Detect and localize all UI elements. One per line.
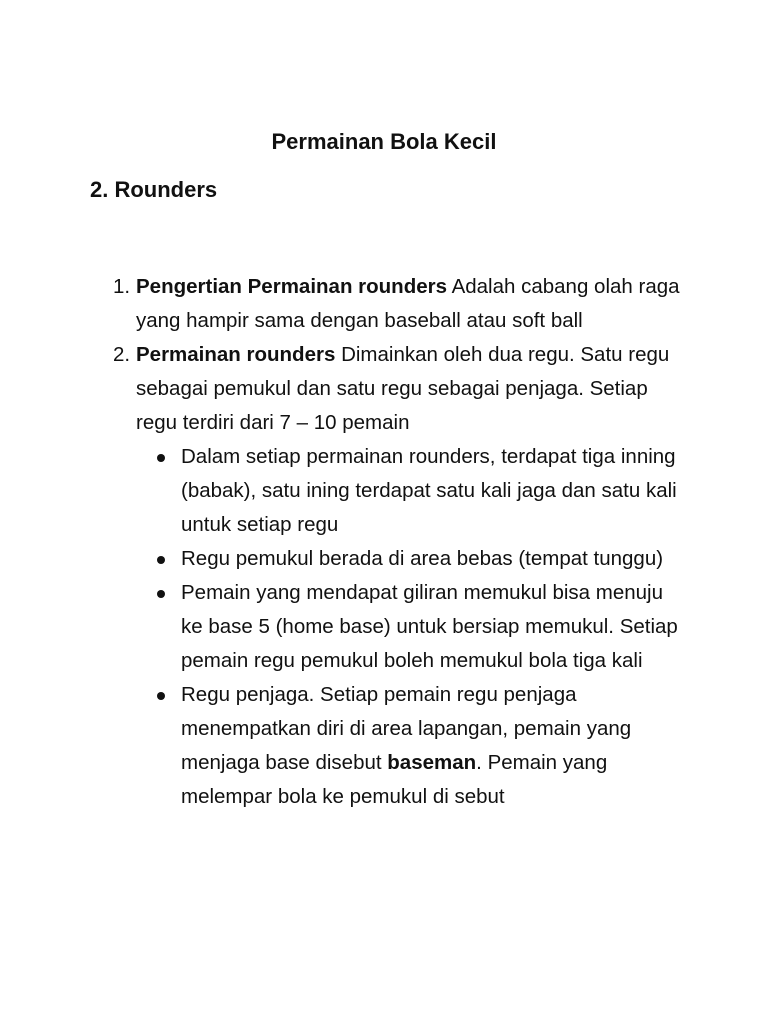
bullet-item [181, 576, 688, 678]
bullet-item [181, 542, 688, 576]
bullet-icon [157, 454, 165, 462]
item-text: Dimainkan oleh dua regu. Satu regu sebagai pemukul dan satu regu sebagai penjaga. Setiap regu terdiri dari 7 – 10 pemain [136, 343, 670, 434]
bullet-bold-term: baseman [387, 751, 477, 774]
bullet-icon [157, 590, 165, 598]
bullet-text: Regu penjaga. Setiap pemain regu penjaga menempatkan diri di area lapangan, pemain yang menjaga base disebut [181, 683, 632, 774]
section-heading: 2. Rounders [90, 177, 218, 202]
list-number: 1. [113, 275, 131, 298]
item-text: Adalah cabang olah raga yang hampir sama dengan baseball atau soft ball [136, 275, 680, 332]
numbered-item [0, 270, 768, 338]
bullet-text: Regu pemukul berada di area bebas (tempat tunggu) [181, 547, 664, 570]
numbered-list [0, 270, 768, 814]
bullet-item [181, 678, 688, 814]
document-title: Permainan Bola Kecil [271, 129, 497, 154]
list-number: 2. [113, 343, 131, 366]
bullet-text: Dalam setiap permainan rounders, terdapat tiga inning (babak), satu ining terdapat satu kali jaga dan satu kali untuk setiap regu [181, 445, 677, 536]
bullet-text: Pemain yang mendapat giliran memukul bisa menuju ke base 5 (home base) untuk bersiap memukul. Setiap pemain regu pemukul boleh memukul bola tiga kali [181, 581, 678, 672]
bullet-icon [157, 692, 165, 700]
item-bold-term: Pengertian Permainan rounders [136, 275, 448, 298]
bullet-icon [157, 556, 165, 564]
numbered-item [0, 338, 768, 814]
bullet-text: . Pemain yang melempar bola ke pemukul di sebut [181, 751, 608, 808]
bullet-item [181, 440, 688, 542]
item-bold-term: Permainan rounders [136, 343, 336, 366]
bullet-list [136, 440, 688, 814]
